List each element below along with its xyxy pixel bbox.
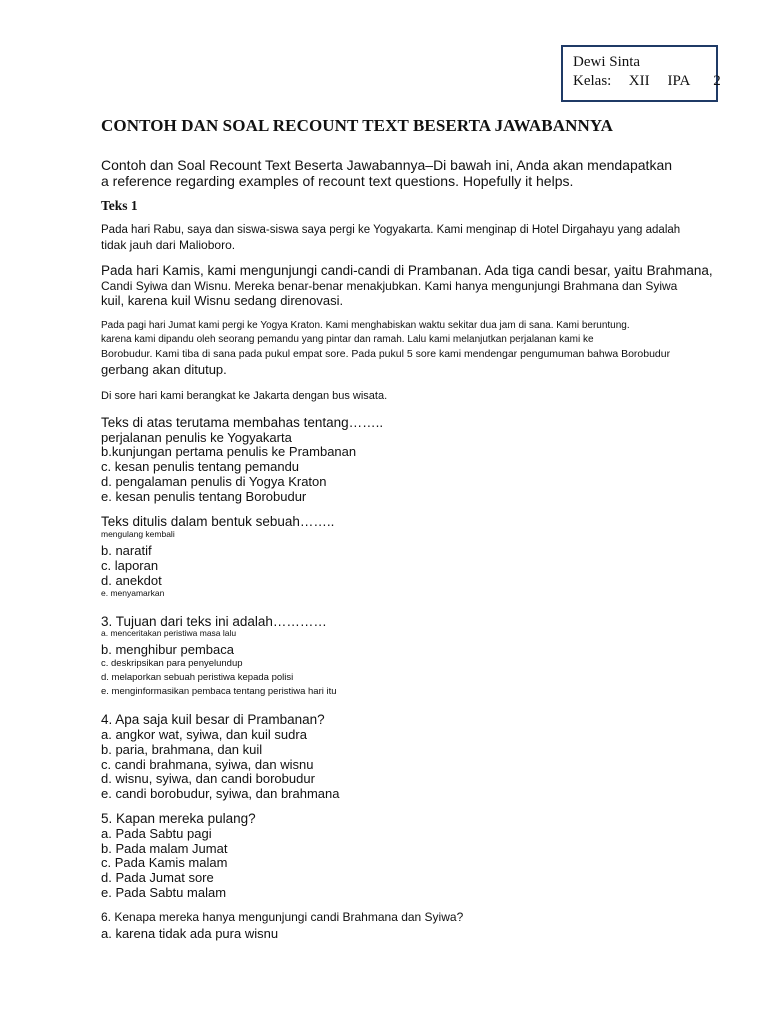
student-name: Dewi Sinta xyxy=(573,54,641,70)
answer-option: mengulang kembali xyxy=(101,529,175,539)
answer-option: b. Pada malam Jumat xyxy=(101,841,228,856)
paragraph-line: Pada pagi hari Jumat kami pergi ke Yogya Kraton. Kami menghabiskan waktu sekitar dua jam di sana. Kami beruntung. xyxy=(101,320,630,331)
paragraph-line: Di sore hari kami berangkat ke Jakarta dengan bus wisata. xyxy=(101,390,388,402)
paragraph-line: kuil, karena kuil Wisnu sedang direnovasi. xyxy=(101,293,344,308)
paragraph-line: Pada hari Kamis, kami mengunjungi candi-candi di Prambanan. Ada tiga candi besar, yaitu Brahmana, xyxy=(101,263,713,278)
answer-option: perjalanan penulis ke Yogyakarta xyxy=(101,430,292,445)
answer-option: a. karena tidak ada pura wisnu xyxy=(101,926,279,941)
question-text: 6. Kenapa mereka hanya mengunjungi candi Brahmana dan Syiwa? xyxy=(101,910,464,924)
answer-option: e. kesan penulis tentang Borobudur xyxy=(101,489,307,504)
text-heading: Teks 1 xyxy=(101,198,138,213)
answer-option: e. candi borobudur, syiwa, dan brahmana xyxy=(101,786,340,801)
class-number: 2 xyxy=(713,73,721,89)
question-text: 5. Kapan mereka pulang? xyxy=(101,811,256,826)
question-text: 3. Tujuan dari teks ini adalah………… xyxy=(101,614,327,629)
answer-option: a. menceritakan peristiwa masa lalu xyxy=(101,628,237,638)
answer-option: b. naratif xyxy=(101,543,152,558)
class-label: Kelas: xyxy=(573,73,612,89)
answer-option: a. Pada Sabtu pagi xyxy=(101,826,212,841)
intro-line-1: Contoh dan Soal Recount Text Beserta Jawabannya–Di bawah ini, Anda akan mendapatkan xyxy=(101,157,673,173)
class-grade: XII xyxy=(628,73,650,89)
answer-option: b. paria, brahmana, dan kuil xyxy=(101,742,263,757)
paragraph-line: Borobudur. Kami tiba di sana pada pukul empat sore. Pada pukul 5 sore kami mendengar pengumuman bahwa Borobudur xyxy=(101,348,671,360)
answer-option: d. pengalaman penulis di Yogya Kraton xyxy=(101,474,327,489)
student-class xyxy=(573,72,721,91)
question-text: 4. Apa saja kuil besar di Prambanan? xyxy=(101,712,325,727)
answer-option: b. menghibur pembaca xyxy=(101,642,234,657)
paragraph-line: karena kami dipandu oleh seorang pemandu yang pintar dan ramah. Lalu kami melanjutkan perjalanan kami ke xyxy=(101,334,594,345)
answer-option: a. angkor wat, syiwa, dan kuil sudra xyxy=(101,727,307,742)
answer-option: d. anekdot xyxy=(101,573,162,588)
document-title: CONTOH DAN SOAL RECOUNT TEXT BESERTA JAWABANNYA xyxy=(101,116,614,135)
answer-option: d. Pada Jumat sore xyxy=(101,870,214,885)
answer-option: c. candi brahmana, syiwa, dan wisnu xyxy=(101,757,314,772)
answer-option: c. kesan penulis tentang pemandu xyxy=(101,459,300,474)
intro-line-2: a reference regarding examples of recount text questions. Hopefully it helps. xyxy=(101,173,574,189)
answer-option: e. Pada Sabtu malam xyxy=(101,885,227,900)
paragraph-line: gerbang akan ditutup. xyxy=(101,362,227,377)
answer-option: e. menginformasikan pembaca tentang peristiwa hari itu xyxy=(101,686,337,697)
answer-option: d. wisnu, syiwa, dan candi borobudur xyxy=(101,771,315,786)
answer-option: c. Pada Kamis malam xyxy=(101,855,228,870)
class-major: IPA xyxy=(667,73,691,89)
question-text: Teks di atas terutama membahas tentang…….. xyxy=(101,415,384,430)
answer-option: b.kunjungan pertama penulis ke Prambanan xyxy=(101,444,357,459)
answer-option: c. laporan xyxy=(101,558,159,573)
student-info-box xyxy=(561,45,721,102)
question-text: Teks ditulis dalam bentuk sebuah…….. xyxy=(101,514,335,529)
answer-option: e. menyamarkan xyxy=(101,588,165,598)
paragraph-line: Candi Syiwa dan Wisnu. Mereka benar-benar menakjubkan. Kami hanya mengunjungi Brahmana dan Syiwa xyxy=(101,279,678,293)
answer-option: c. deskripsikan para penyelundup xyxy=(101,658,243,669)
paragraph-line: Pada hari Rabu, saya dan siswa-siswa saya pergi ke Yogyakarta. Kami menginap di Hotel Dirgahayu yang adalah xyxy=(101,224,681,236)
answer-option: d. melaporkan sebuah peristiwa kepada polisi xyxy=(101,672,294,683)
paragraph-line: tidak jauh dari Malioboro. xyxy=(101,238,236,252)
